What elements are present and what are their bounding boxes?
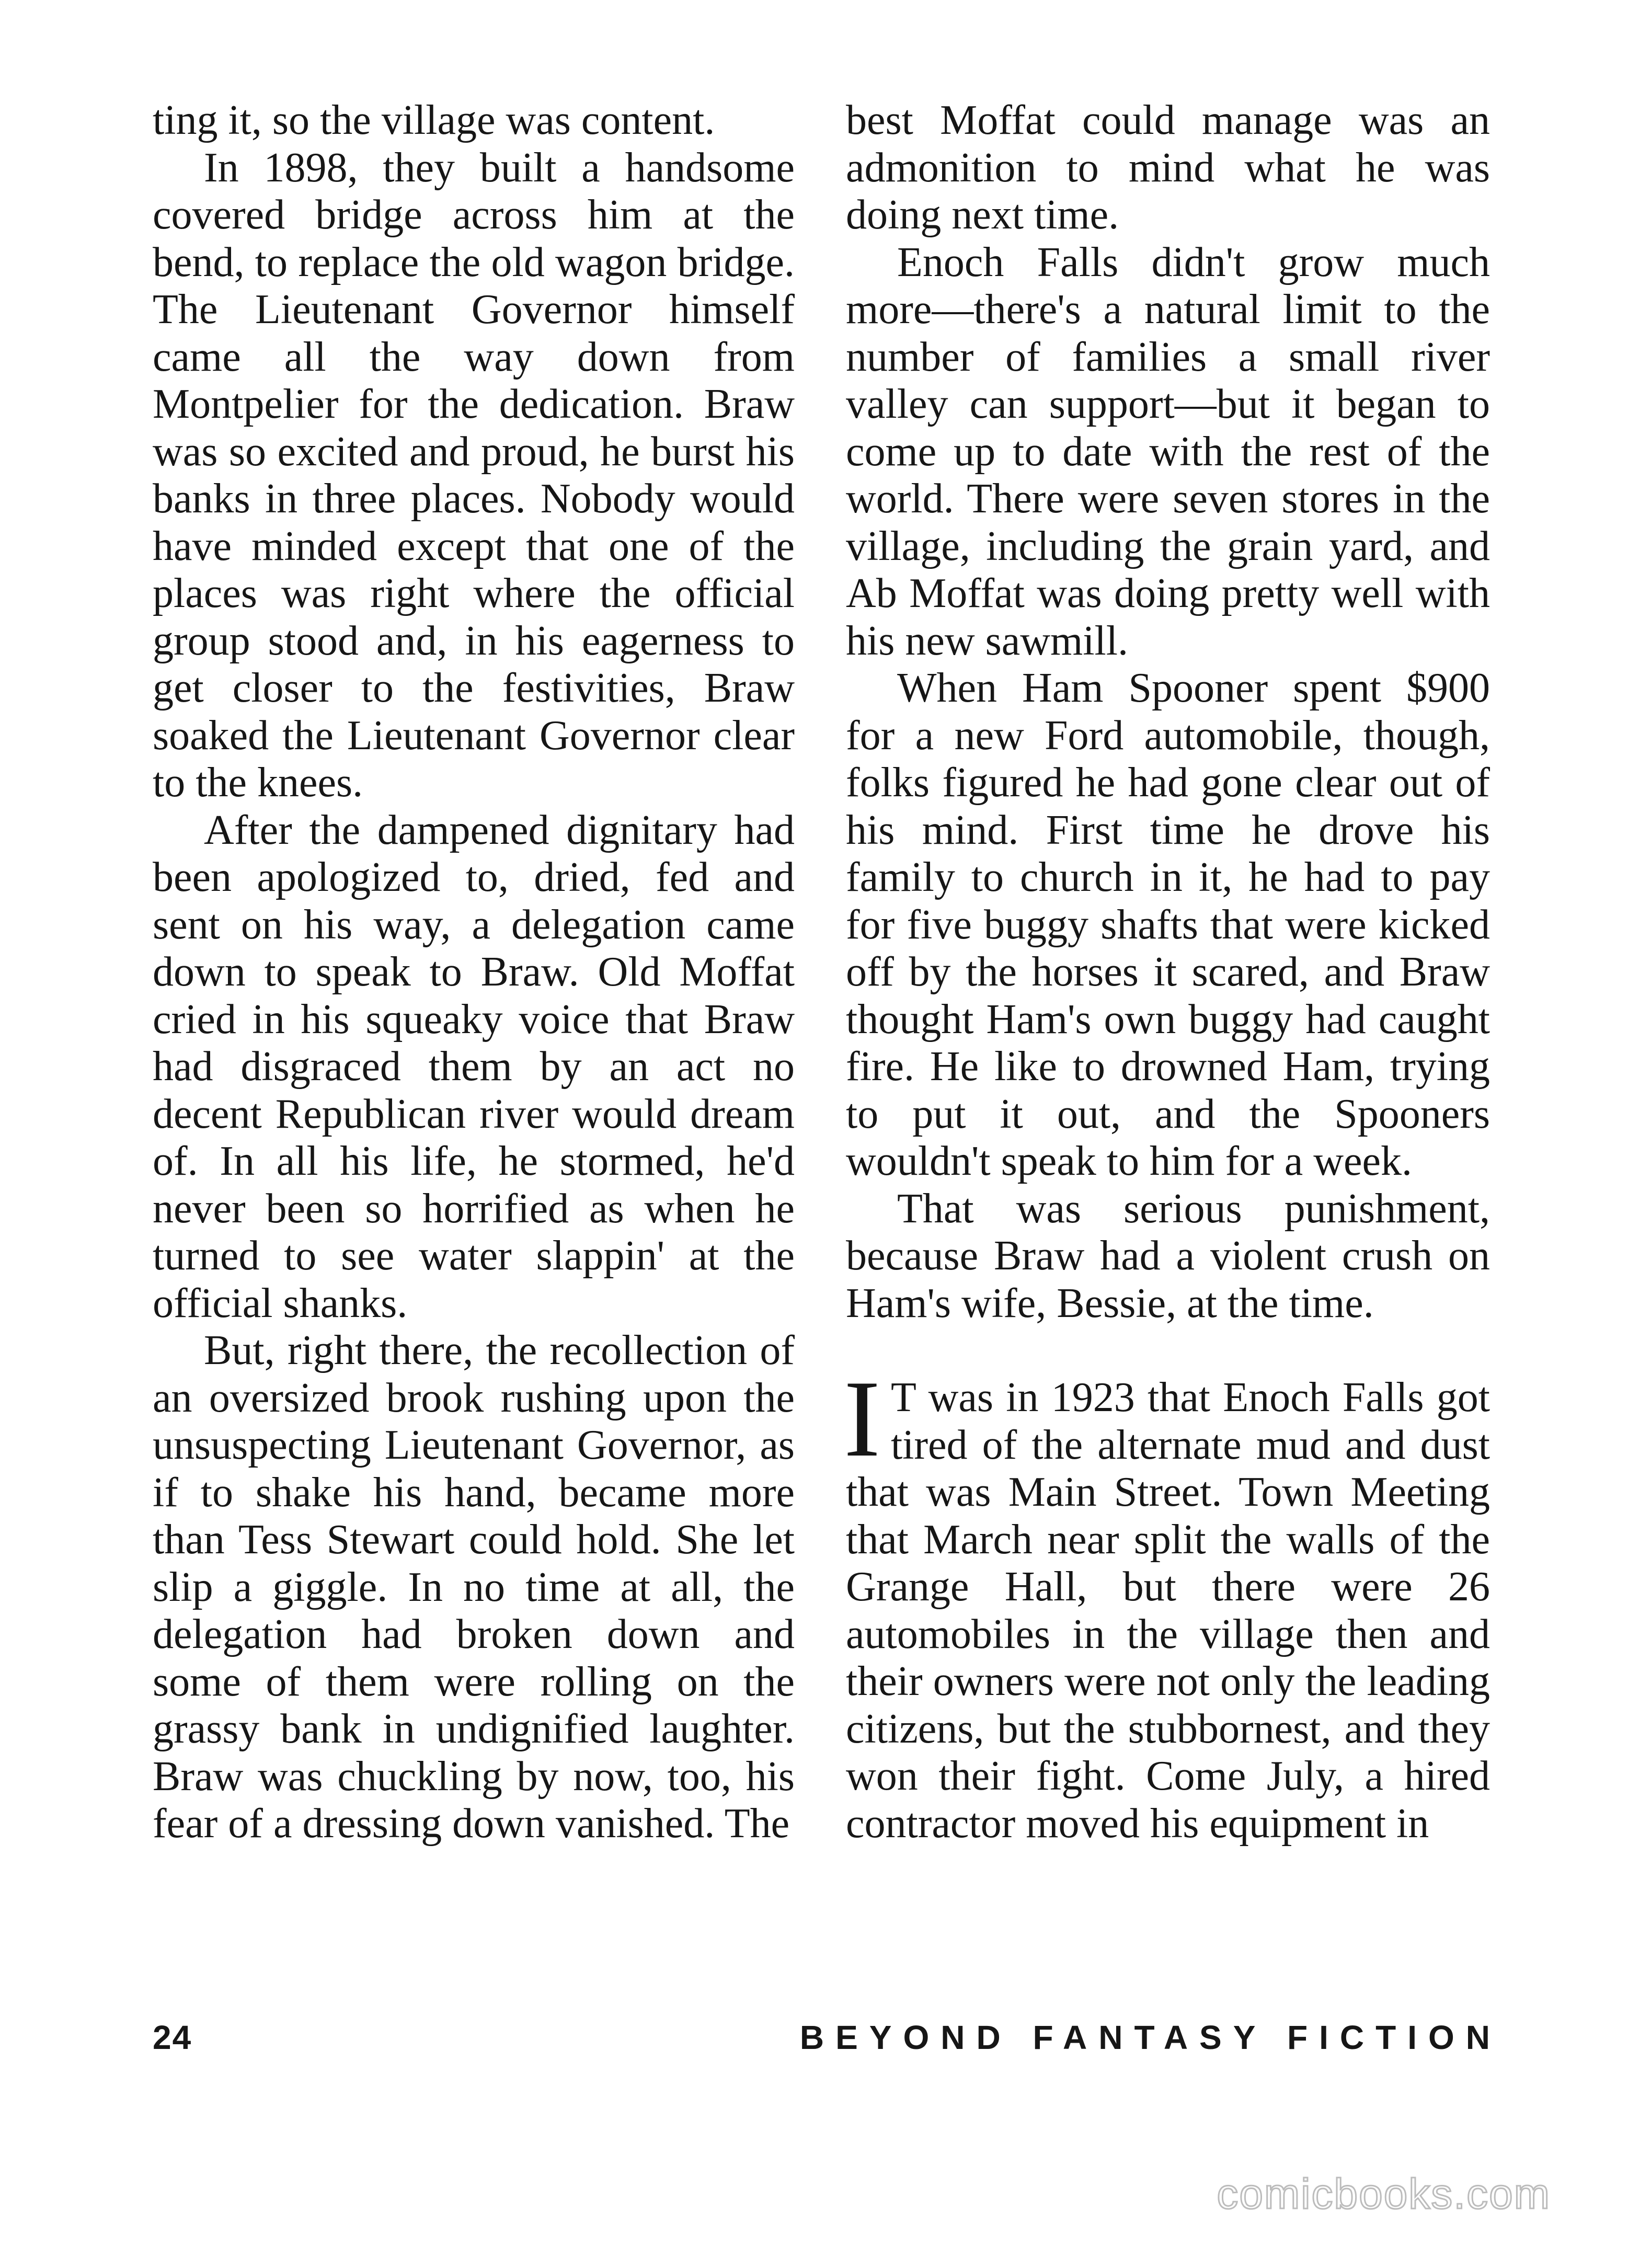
section-text: T was in 1923 that Enoch Falls got tired of the alternate mud and dust that was Main Street. Town Meeting that March near split the walls of the Grange Hall, but there were 26 automobiles in the village then and their owners were not only the leading citizens, but the stubbornest, and they won their fight. Come July, a hired contractor moved his equipment in bbox=[846, 1374, 1490, 1847]
section-opening-paragraph bbox=[844, 1358, 1490, 1847]
paragraph: ting it, so the village was content. bbox=[153, 97, 715, 143]
text-column-right bbox=[846, 97, 1490, 1847]
magazine-title: BEYOND FANTASY FICTION bbox=[799, 2019, 1501, 2056]
paragraph: After the dampened dignitary had been apologized to, dried, fed and sent on his way, a delegation came down to speak to Braw. Old Moffat cried in his squeaky voice that Braw had disgraced them by an act no decent Republican river would dream of. In all his life, he stormed, he'd never been so horrified as when he turned to see water slappin' at the official shanks. bbox=[153, 807, 795, 1326]
paragraph: When Ham Spooner spent $900 for a new Ford automobile, though, folks figured he had gone clear out of his mind. First time he drove his family to church in it, he had to pay for five buggy shafts that were kicked off by the horses it scared, and Braw thought Ham's own buggy had caught fire. He like to drowned Ham, trying to put it out, and the Spooners wouldn't speak to him for a week. bbox=[846, 665, 1490, 1184]
page-footer bbox=[153, 2018, 1501, 2065]
paragraph: That was serious punishment, because Braw had a violent crush on Ham's wife, Bessie, at the time. bbox=[846, 1185, 1490, 1326]
paragraph: In 1898, they built a handsome covered bridge across him at the bend, to replace the old wagon bridge. The Lieutenant Governor himself came all the way down from Montpelier for the dedication. Braw was so excited and proud, he burst his banks in three places. Nobody would have minded except that one of the places was right where the official group stood and, in his eagerness to get closer to the festivities, Braw soaked the Lieutenant Governor clear to the knees. bbox=[153, 144, 795, 806]
paragraph: Enoch Falls didn't grow much more—there's a natural limit to the number of families a small river valley can support—but it began to come up to date with the rest of the world. There were seven stores in the village, including the grain yard, and Ab Moffat was doing pretty well with his new sawmill. bbox=[846, 239, 1490, 664]
text-column-left bbox=[153, 97, 795, 1848]
page-number: 24 bbox=[153, 2019, 192, 2056]
paragraph: best Moffat could manage was an admonition to mind what he was doing next time. bbox=[846, 97, 1490, 238]
paragraph: But, right there, the recollection of an oversized brook rushing upon the unsuspecting Lieutenant Governor, as if to shake his hand, became more than Tess Stewart could hold. She let slip a giggle. In no time at all, the delegation had broken down and some of them were rolling on the grassy bank in undignified laughter. Braw was chuckling by now, too, his fear of a dressing down vanished. The bbox=[153, 1327, 795, 1847]
drop-cap-letter: I bbox=[844, 1358, 880, 1480]
watermark: comicbooks.com bbox=[1217, 2170, 1551, 2218]
